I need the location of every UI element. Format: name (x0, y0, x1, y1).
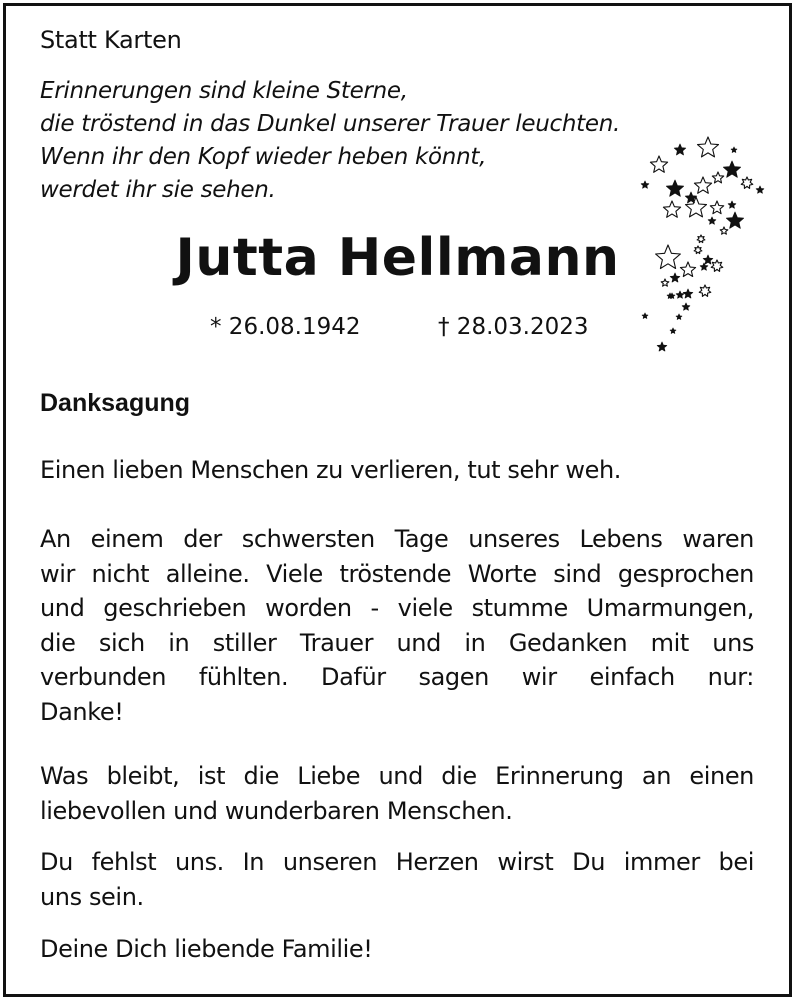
star-icon (756, 186, 764, 193)
paragraph-line: An einem der schwersten Tage unseres Lebens waren (40, 525, 754, 553)
paragraph-line: Was bleibt, ist die Liebe und die Erinnerung an einen (40, 762, 754, 790)
star-icon (676, 291, 684, 298)
star-icon (703, 255, 713, 264)
star-icon (712, 172, 723, 183)
star-icon (723, 161, 740, 177)
poem-line: Wenn ihr den Kopf wieder heben könnt, (40, 144, 487, 170)
star-icon (641, 181, 649, 188)
signature-line: Deine Dich liebende Familie! (40, 935, 373, 963)
star-icon (642, 313, 648, 318)
paragraph-line: uns sein. (40, 882, 144, 911)
star-icon (666, 180, 683, 196)
paragraph-line: Einen lieben Menschen zu verlieren, tut sehr weh. (40, 456, 622, 484)
deceased-name: Jutta Hellmann (175, 228, 620, 288)
star-icon (670, 273, 680, 282)
death-date: † 28.03.2023 (438, 314, 589, 340)
paragraph (40, 759, 754, 828)
poem-line: die tröstend in das Dunkel unserer Trauer leuchten. (40, 111, 621, 137)
signature (40, 932, 754, 967)
paragraph (40, 845, 754, 914)
star-icon (710, 201, 723, 214)
star-icon (661, 279, 669, 286)
star-icon (656, 245, 681, 269)
star-icon (680, 262, 695, 277)
paragraph-line: die sich in stiller Trauer und in Gedanken mit uns (40, 628, 754, 657)
birth-date: * 26.08.1942 (210, 314, 361, 340)
star-icon (685, 192, 696, 203)
star-icon (676, 314, 682, 319)
star-icon (683, 289, 693, 298)
paragraph-line: Du fehlst uns. In unseren Herzen wirst Du immer bei (40, 848, 754, 876)
section-heading: Danksagung (40, 389, 191, 417)
star-icon (657, 342, 667, 351)
star-icon (708, 217, 716, 224)
star-icon (711, 260, 723, 271)
star-icon (694, 246, 702, 254)
star-icon (731, 147, 737, 152)
paragraph-line: Danke! (40, 697, 124, 726)
star-icon (741, 177, 753, 188)
star-icon (699, 285, 711, 296)
paragraph-line: liebevollen und wunderbaren Menschen. (40, 796, 513, 825)
poem (40, 75, 620, 207)
kicker-text: Statt Karten (40, 26, 182, 54)
paragraph-line: wir nicht alleine. Viele tröstende Worte sind gesprochen (40, 559, 754, 588)
star-icon (663, 201, 680, 217)
star-icon (670, 328, 676, 333)
star-icon (694, 177, 711, 193)
poem-line: werdet ihr sie sehen. (40, 177, 276, 203)
star-icon (674, 144, 685, 155)
poem-line: Erinnerungen sind kleine Sterne, (40, 78, 408, 104)
star-icon (682, 303, 690, 310)
star-icon (697, 235, 705, 243)
star-icon (728, 201, 736, 208)
stars-icon (628, 128, 778, 360)
star-icon (650, 156, 667, 172)
paragraph (40, 453, 754, 488)
paragraph-line: und geschrieben worden - viele stumme Umarmungen, (40, 594, 754, 622)
paragraph (40, 522, 754, 729)
star-icon (698, 137, 719, 157)
paragraph-line: verbunden fühlten. Dafür sagen wir einfach nur: (40, 663, 754, 691)
star-icon (700, 263, 708, 270)
star-icon (726, 212, 743, 228)
star-icon (720, 227, 728, 234)
